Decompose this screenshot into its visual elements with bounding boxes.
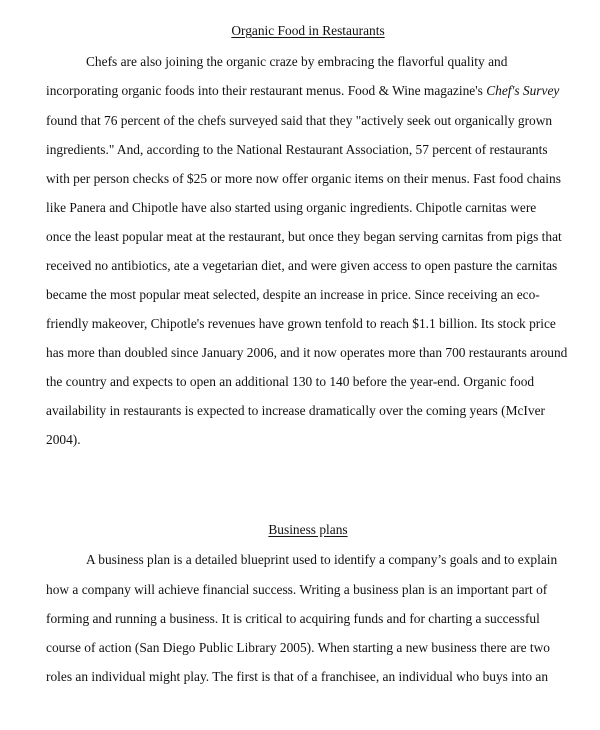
paragraph-line: the country and expects to open an additional 130 to 140 before the year-end. Organic food: [46, 374, 535, 389]
paragraph-line: once the least popular meat at the restaurant, but once they began serving carnitas from pigs that: [46, 229, 562, 244]
paragraph-line: forming and running a business. It is critical to acquiring funds and for charting a successful: [46, 611, 540, 626]
section-title-business-plans: Business plans: [268, 522, 348, 537]
paragraph-line: course of action (San Diego Public Library 2005). When starting a new business there are two: [46, 640, 550, 655]
paragraph-line: has more than doubled since January 2006, and it now operates more than 700 restaurants around: [46, 345, 568, 360]
paragraph-line: received no antibiotics, ate a vegetarian diet, and were given access to open pasture the carnitas: [46, 258, 558, 273]
paragraph-line: availability in restaurants is expected to increase dramatically over the coming years (McIver: [46, 403, 545, 418]
paragraph-line: how a company will achieve financial success. Writing a business plan is an important part of: [46, 582, 548, 597]
paragraph-line: found that 76 percent of the chefs surveyed said that they "actively seek out organically grown: [46, 113, 553, 128]
italic-publication-title: Chef's Survey: [486, 83, 560, 98]
paragraph-line: A business plan is a detailed blueprint used to identify a company’s goals and to explain: [86, 552, 558, 567]
paragraph-line: with per person checks of $25 or more now offer organic items on their menus. Fast food chains: [46, 171, 561, 186]
paragraph-line: like Panera and Chipotle have also started using organic ingredients. Chipotle carnitas were: [46, 200, 537, 215]
paragraph-line: friendly makeover, Chipotle's revenues have grown tenfold to reach $1.1 billion. Its stock price: [46, 316, 556, 331]
section-title-organic-food: Organic Food in Restaurants: [231, 23, 385, 38]
paragraph-line: ingredients." And, according to the National Restaurant Association, 57 percent of restaurants: [46, 142, 548, 157]
paragraph-line: became the most popular meat selected, despite an increase in price. Since receiving an eco-: [46, 287, 540, 302]
paragraph-line: 2004).: [46, 432, 81, 447]
paragraph-line: roles an individual might play. The first is that of a franchisee, an individual who buys into an: [46, 669, 549, 684]
paragraph-line: [46, 83, 559, 99]
paragraph-line: Chefs are also joining the organic craze by embracing the flavorful quality and: [86, 54, 508, 69]
paragraph-text: incorporating organic foods into their restaurant menus. Food & Wine magazine's: [46, 83, 487, 98]
